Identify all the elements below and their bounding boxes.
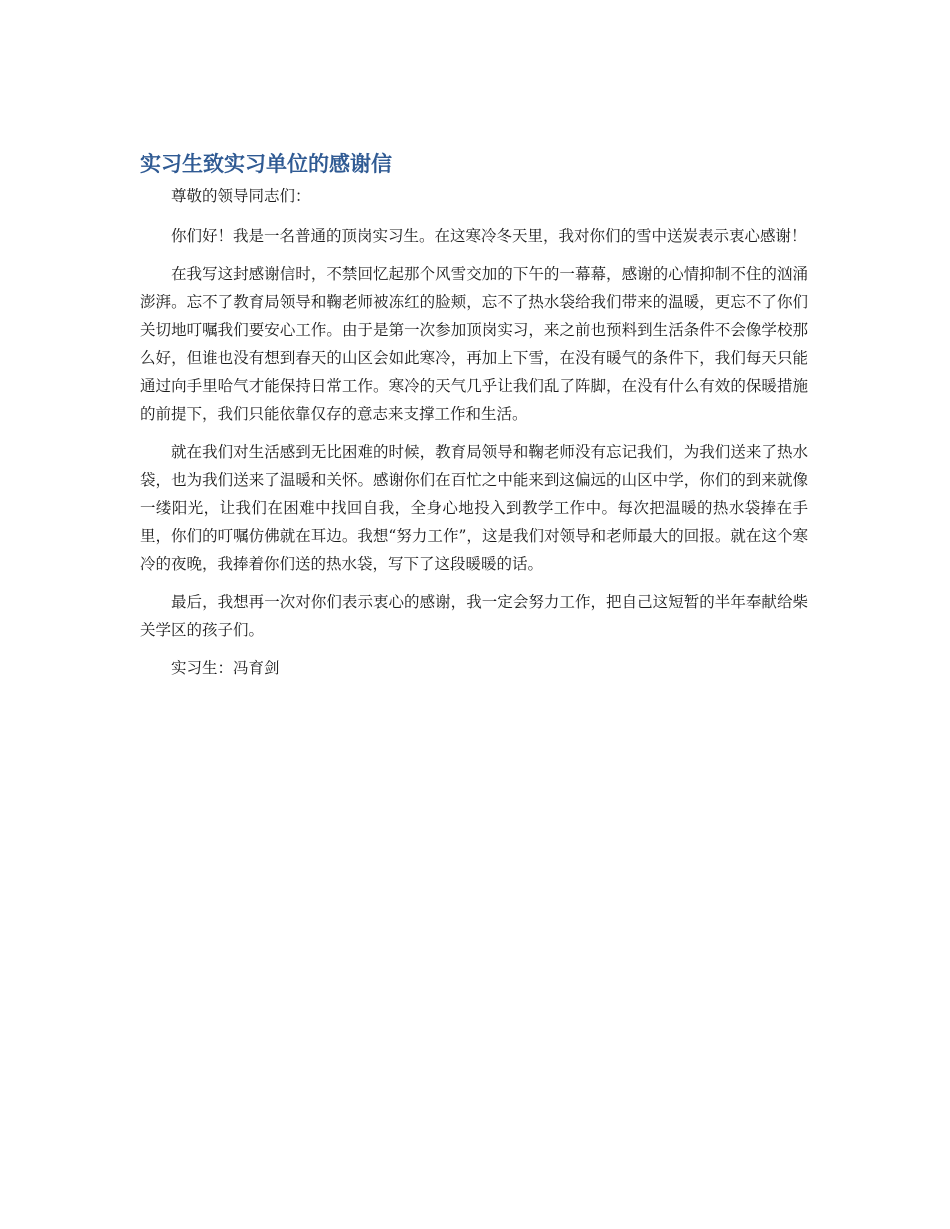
document-page: [140, 148, 808, 692]
signature: 实习生：冯育剑: [171, 659, 280, 677]
paragraph-2: 在我写这封感谢信时，不禁回忆起那个风雪交加的下午的一幕幕，感谢的心情抑制不住的汹涌澎湃。忘不了教育局领导和鞠老师被冻红的脸颊，忘不了热水袋给我们带来的温暖，更忘不了你们关切地叮嘱我们要安心工作。由于是第一次参加顶岗实习，来之前也预料到生活条件不会像学校那么好，但谁也没有想到春天的山区会如此寒冷，再加上下雪，在没有暖气的条件下，我们每天只能通过向手里哈气才能保持日常工作。寒冷的天气几乎让我们乱了阵脚，在没有什么有效的保暖措施的前提下，我们只能依靠仅存的意志来支撑工作和生活。: [140, 265, 808, 423]
document-title: 实习生致实习单位的感谢信: [140, 152, 392, 176]
paragraph-3: 就在我们对生活感到无比困难的时候，教育局领导和鞠老师没有忘记我们，为我们送来了热水袋，也为我们送来了温暖和关怀。感谢你们在百忙之中能来到这偏远的山区中学，你们的到来就像一缕阳光，让我们在困难中找回自我，全身心地投入到教学工作中。每次把温暖的热水袋捧在手里，你们的叮嘱仿佛就在耳边。我想“努力工作”，这是我们对领导和老师最大的回报。就在这个寒冷的夜晚，我捧着你们送的热水袋，写下了这段暖暖的话。: [140, 443, 808, 573]
salutation: 尊敬的领导同志们：: [171, 187, 311, 205]
paragraph-1: 你们好！我是一名普通的顶岗实习生。在这寒冷冬天里，我对你们的雪中送炭表示衷心感谢！: [171, 227, 807, 245]
paragraph-4: 最后，我想再一次对你们表示衷心的感谢，我一定会努力工作，把自己这短暂的半年奉献给柴关学区的孩子们。: [140, 593, 808, 639]
